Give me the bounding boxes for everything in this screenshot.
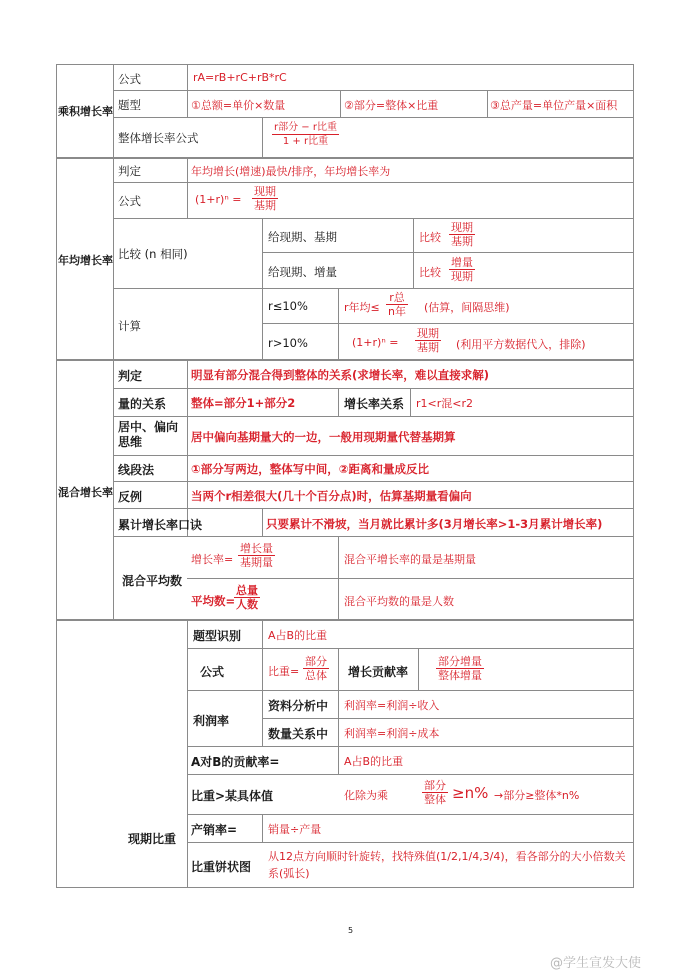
type-yield: ③总产量=单位产量×面积 (490, 99, 618, 112)
segment-method-text: ①部分写两边，整体写中间，②距离和量成反比 (191, 462, 429, 476)
case-small-note: (估算，间隔思维) (424, 301, 510, 314)
formula-text: rA=rB+rC+rB*rC (193, 71, 287, 84)
growth-rate-note: 混合平增长率的量是基期量 (344, 553, 476, 566)
fraction-numerator: 部分 (305, 655, 327, 668)
proportion-greater-fraction (422, 779, 448, 806)
type-part: ②部分=整体×比重 (344, 99, 439, 112)
cumulative-rule-label: 累计增长率口诀 (118, 518, 203, 532)
fraction-numerator: 总量 (236, 584, 258, 597)
growth-rate-fraction (238, 542, 275, 569)
formula-label: 公式 (118, 194, 141, 208)
quantity-relation-label: 数量关系中 (268, 727, 329, 741)
formula-fraction (252, 185, 278, 212)
data-analysis-label: 资料分析中 (268, 699, 329, 713)
counterexample-label: 反例 (118, 490, 143, 504)
contribution-of-a-to-b-text: A占B的比重 (344, 755, 404, 768)
growth-rate-formula: 增长率= (191, 553, 234, 566)
fraction-numerator: r部分 − r比重 (274, 122, 337, 133)
compare-fraction-1 (449, 221, 475, 248)
rate-relation-text: r1<r混<r2 (416, 397, 473, 410)
fraction-denominator: 现期 (451, 270, 473, 283)
formula-label: 公式 (200, 665, 225, 679)
pie-chart-text: 从12点方向顺时针旋转，找特殊值(1/2,1/4,3/4)，看各部分的大小倍数关系(弧长) (268, 850, 626, 880)
segment-method-label: 线段法 (118, 463, 155, 477)
pie-chart-label: 比重饼状图 (191, 860, 252, 874)
proportion-greater-relation: ≥n% (452, 784, 489, 802)
section-title: 现期比重 (128, 832, 177, 846)
given-current-increase: 给现期、增量 (268, 265, 337, 279)
compare-word: 比较 (419, 266, 441, 279)
given-current-base: 给现期、基期 (268, 230, 337, 244)
fraction-numerator: 现期 (417, 327, 439, 340)
judge-text: 年均增长(增速)最快/排序，年均增长率为 (191, 165, 391, 178)
case-large-r: r>10% (268, 336, 308, 350)
quantity-relation-text: 利润率=利润÷成本 (344, 727, 440, 740)
compare-label: 比较 (n 相同) (118, 247, 188, 261)
overall-rate-label: 整体增长率公式 (118, 131, 199, 145)
question-type-label: 题型识别 (193, 629, 242, 643)
fraction-denominator: 人数 (236, 598, 258, 611)
proportion-fraction (303, 655, 329, 682)
case-small-formula: r年均≤ (344, 301, 380, 314)
quantity-relation-text: 整体=部分1+部分2 (191, 396, 296, 410)
section-title: 乘积增长率 (58, 105, 113, 118)
fraction-denominator: 整体增量 (438, 669, 482, 682)
quantity-relation-label: 量的关系 (118, 397, 167, 411)
fraction-numerator: 现期 (254, 185, 276, 198)
question-type-text: A占B的比重 (268, 629, 328, 642)
data-analysis-text: 利润率=利润÷收入 (344, 699, 440, 712)
judge-label: 判定 (118, 369, 143, 383)
proportion-formula: 比重= (268, 665, 300, 678)
fraction-denominator: 基期 (417, 341, 439, 354)
proportion-greater-lead: 化除为乘 (344, 789, 388, 802)
judge-label: 判定 (118, 164, 141, 178)
fraction-denominator: 1 + r比重 (282, 136, 329, 147)
fraction-numerator: 增量 (451, 256, 473, 269)
contribution-of-a-to-b-label: A对B的贡献率= (191, 755, 280, 769)
sales-rate-text: 销量÷产量 (268, 823, 322, 836)
profit-rate-label: 利润率 (193, 714, 230, 728)
case-large-formula: (1+r)ⁿ = (352, 336, 399, 349)
counterexample-text: 当两个r相差很大(几十个百分点)时，估算基期量看偏向 (191, 489, 472, 503)
type-total: ①总额=单价×数量 (191, 99, 286, 112)
page-number: 5 (348, 926, 354, 935)
contribution-fraction (436, 655, 484, 682)
compare-fraction-2 (449, 256, 475, 283)
cumulative-rule-text: 只要累计不滑坡，当月就比累计多(3月增长率>1-3月累计增长率) (266, 517, 603, 531)
compare-word: 比较 (419, 231, 441, 244)
contribution-rate-label: 增长贡献率 (348, 665, 409, 679)
fraction-numerator: 部分增量 (438, 655, 482, 668)
fraction-denominator: 基期量 (240, 556, 273, 569)
average-note: 混合平均数的量是人数 (344, 595, 454, 608)
formula-label: 公式 (118, 72, 141, 86)
fraction-denominator: 基期 (254, 199, 276, 212)
average-fraction (234, 584, 260, 611)
fraction-denominator: 总体 (305, 669, 327, 682)
rate-relation-label: 增长率关系 (344, 397, 405, 411)
sales-rate-label: 产销率= (191, 823, 238, 837)
average-formula: 平均数= (191, 594, 236, 608)
watermark: @学生宣发大使 (550, 956, 642, 971)
case-small-fraction (386, 291, 408, 318)
fraction-numerator: 增长量 (240, 542, 273, 555)
formula-lhs: (1+r)ⁿ = (195, 193, 242, 206)
center-bias-text: 居中偏向基期量大的一边，一般用现期量代替基期算 (191, 430, 456, 444)
fraction-denominator: 整体 (424, 793, 446, 806)
fraction-numerator: 部分 (424, 779, 446, 792)
section-title: 年均增长率 (58, 254, 113, 267)
proportion-greater-label: 比重>某具体值 (191, 789, 274, 803)
types-label: 题型 (118, 98, 141, 112)
fraction-denominator: n年 (388, 305, 406, 318)
judge-text: 明显有部分混合得到整体的关系(求增长率，难以直接求解) (191, 368, 490, 382)
mixed-average-label: 混合平均数 (122, 574, 183, 588)
proportion-greater-result: →部分≥整体*n% (494, 789, 580, 802)
center-bias-label: 居中、偏向思维 (118, 420, 179, 449)
overall-rate-fraction (272, 121, 339, 148)
fraction-denominator: 基期 (451, 235, 473, 248)
case-large-note: (利用平方数据代入，排除) (456, 338, 586, 351)
case-small-r: r≤10% (268, 299, 308, 313)
case-large-fraction (415, 327, 441, 354)
section-title: 混合增长率 (58, 486, 113, 499)
fraction-numerator: 现期 (451, 221, 473, 234)
calc-label: 计算 (118, 319, 141, 333)
fraction-numerator: r总 (389, 291, 405, 304)
